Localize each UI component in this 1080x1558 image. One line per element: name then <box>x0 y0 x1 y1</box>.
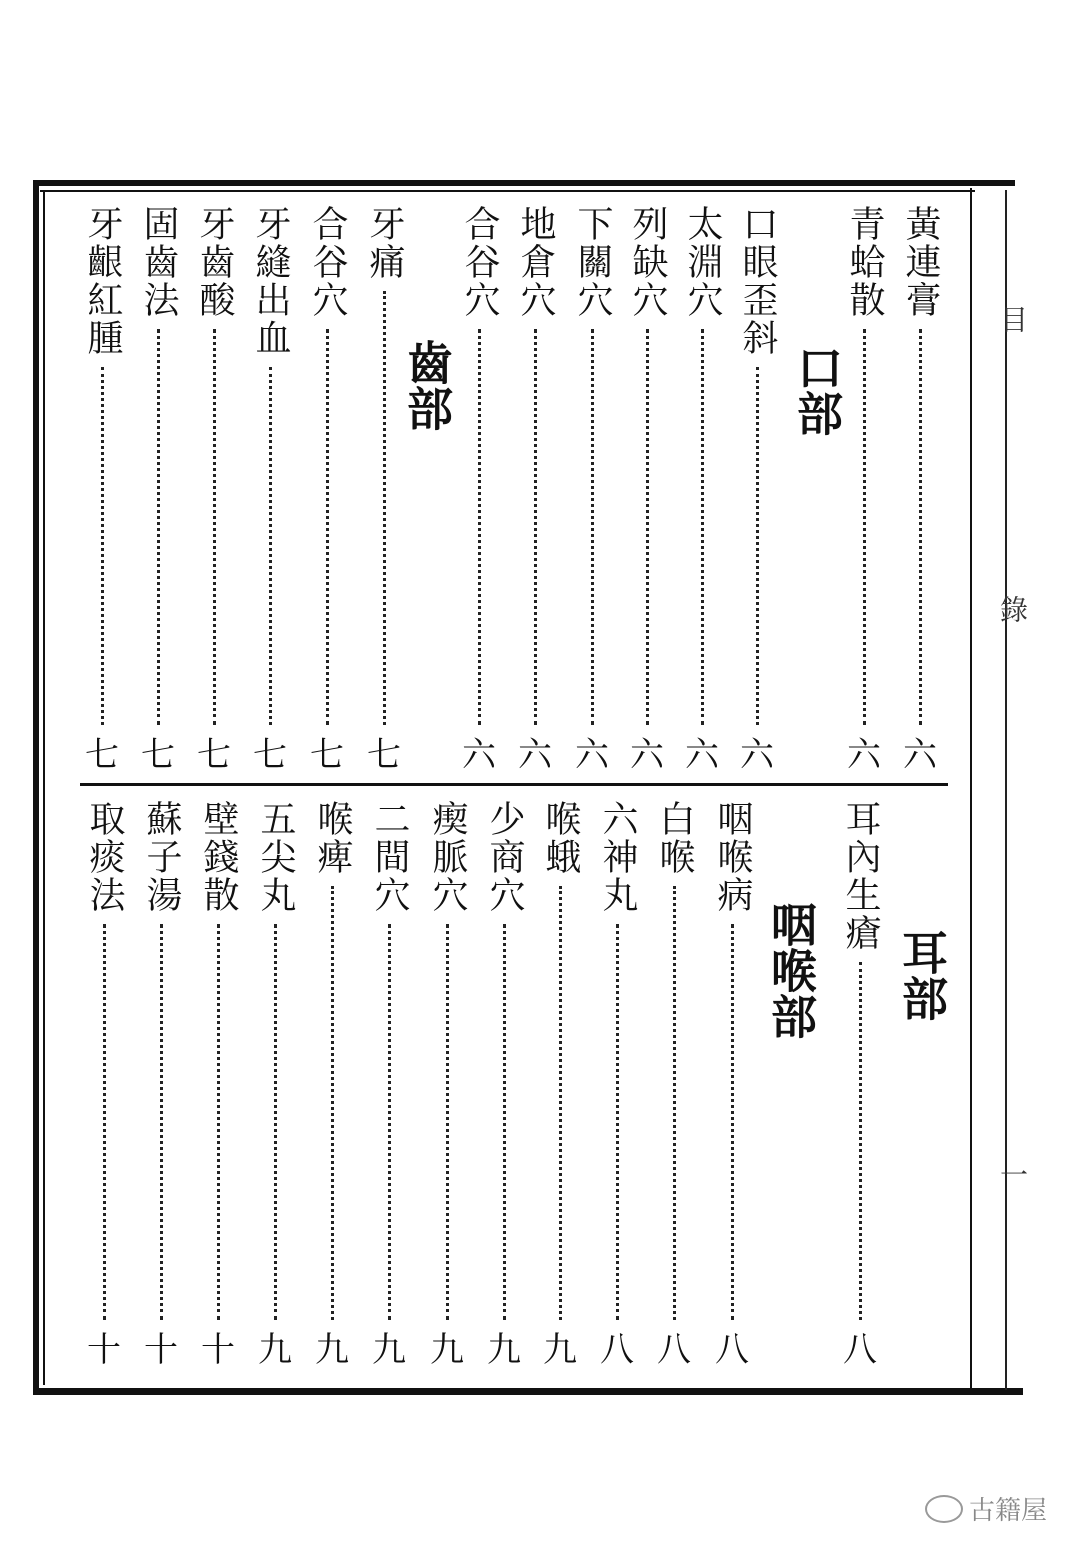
toc-entry <box>710 800 754 1370</box>
entry-title: 牙縫出血 <box>250 205 291 357</box>
entry-title: 白喉 <box>654 800 695 876</box>
entry-title: 壁錢散 <box>198 800 239 914</box>
entry-page: 八 <box>600 1330 634 1370</box>
leader-dots <box>534 329 537 725</box>
leader-dots <box>478 329 481 725</box>
section-heading: 口部 <box>790 344 844 436</box>
entry-page: 七 <box>141 735 175 775</box>
entry-title: 五尖丸 <box>255 800 296 914</box>
toc-entry <box>570 205 614 775</box>
leader-dots <box>859 962 862 1320</box>
toc-entry <box>735 205 779 775</box>
page-margin-rule <box>1005 190 1007 1390</box>
toc-entry <box>305 205 349 775</box>
entry-page: 十 <box>87 1330 121 1370</box>
entry-title: 取痰法 <box>84 800 125 914</box>
leader-dots <box>673 886 676 1320</box>
entry-title: 黃連膏 <box>900 205 941 319</box>
entry-title: 列缺穴 <box>627 205 668 319</box>
toc-entry <box>838 800 882 1370</box>
leader-dots <box>326 329 329 725</box>
entry-title: 少商穴 <box>484 800 525 914</box>
entry-title: 下關穴 <box>572 205 613 319</box>
entry-title: 太淵穴 <box>682 205 723 319</box>
entry-page: 七 <box>197 735 231 775</box>
entry-title: 二間穴 <box>369 800 410 914</box>
leader-dots <box>213 329 216 725</box>
leader-dots <box>101 367 104 725</box>
watermark <box>925 1490 1047 1527</box>
entry-title: 地倉穴 <box>515 205 556 319</box>
entry-page: 六 <box>462 735 496 775</box>
entry-title: 喉蛾 <box>540 800 581 876</box>
entry-page: 八 <box>715 1330 749 1370</box>
toc-entry <box>139 800 183 1370</box>
toc-entry <box>196 800 240 1370</box>
entry-title: 耳內生瘡 <box>840 800 881 952</box>
leader-dots <box>217 924 220 1320</box>
leader-dots <box>559 886 562 1320</box>
section-heading: 齒部 <box>400 339 454 431</box>
toc-entry <box>425 800 469 1370</box>
toc-entry <box>457 205 501 775</box>
toc-entry <box>192 205 236 775</box>
section-heading: 咽喉部 <box>764 901 818 1039</box>
entry-title: 牙痛 <box>364 205 405 281</box>
margin-char: 目 <box>996 305 1029 333</box>
entry-page: 六 <box>630 735 664 775</box>
entry-page: 六 <box>903 735 937 775</box>
entry-page: 六 <box>740 735 774 775</box>
toc-entry <box>842 205 886 775</box>
entry-page: 六 <box>685 735 719 775</box>
entry-page: 七 <box>310 735 344 775</box>
leader-dots <box>616 924 619 1320</box>
toc-entry <box>652 800 696 1370</box>
toc-entry <box>367 800 411 1370</box>
entry-title: 合谷穴 <box>307 205 348 319</box>
leader-dots <box>863 329 866 725</box>
entry-page: 九 <box>487 1330 521 1370</box>
entry-title: 青蛤散 <box>844 205 885 319</box>
entry-title: 蘇子湯 <box>141 800 182 914</box>
toc-entry <box>82 800 126 1370</box>
toc-entry <box>80 205 124 775</box>
leader-dots <box>646 329 649 725</box>
entry-title: 咽喉病 <box>712 800 753 914</box>
toc-entry <box>595 800 639 1370</box>
entry-title: 喉痺 <box>312 800 353 876</box>
leader-dots <box>591 329 594 725</box>
frame-top-inner-border <box>40 190 975 192</box>
entry-title: 牙齒酸 <box>194 205 235 319</box>
leader-dots <box>269 367 272 725</box>
entry-title: 口眼歪斜 <box>737 205 778 357</box>
entry-page: 七 <box>85 735 119 775</box>
leader-dots <box>383 291 386 725</box>
toc-entry <box>482 800 526 1370</box>
toc-entry <box>136 205 180 775</box>
section-divider <box>80 783 948 786</box>
leader-dots <box>388 924 391 1320</box>
toc-entry <box>362 205 406 775</box>
leader-dots <box>701 329 704 725</box>
frame-right-border <box>970 188 972 1388</box>
toc-entry <box>625 205 669 775</box>
frame-left-inner-border <box>43 190 45 1385</box>
entry-page: 九 <box>430 1330 464 1370</box>
wechat-icon <box>925 1495 963 1523</box>
entry-title: 固齒法 <box>138 205 179 319</box>
leader-dots <box>157 329 160 725</box>
leader-dots <box>331 886 334 1320</box>
watermark-text: 古籍屋 <box>969 1496 1048 1526</box>
entry-page: 九 <box>258 1330 292 1370</box>
toc-entry <box>680 205 724 775</box>
leader-dots <box>160 924 163 1320</box>
entry-page: 七 <box>367 735 401 775</box>
toc-entry <box>513 205 557 775</box>
entry-page: 六 <box>575 735 609 775</box>
leader-dots <box>919 329 922 725</box>
leader-dots <box>756 367 759 725</box>
entry-title: 六神丸 <box>597 800 638 914</box>
toc-entry <box>538 800 582 1370</box>
margin-char: 一 <box>996 1160 1029 1188</box>
entry-page: 九 <box>372 1330 406 1370</box>
section-heading: 耳部 <box>895 929 949 1021</box>
margin-char: 錄 <box>996 595 1029 623</box>
leader-dots <box>103 924 106 1320</box>
entry-page: 十 <box>144 1330 178 1370</box>
entry-page: 八 <box>657 1330 691 1370</box>
leader-dots <box>503 924 506 1320</box>
toc-entry <box>248 205 292 775</box>
toc-entry <box>253 800 297 1370</box>
frame-top-border <box>33 180 1015 186</box>
frame-bottom-border <box>33 1388 1023 1395</box>
entry-page: 九 <box>543 1330 577 1370</box>
entry-page: 十 <box>201 1330 235 1370</box>
leader-dots <box>731 924 734 1320</box>
entry-page: 六 <box>847 735 881 775</box>
toc-entry <box>310 800 354 1370</box>
entry-page: 八 <box>843 1330 877 1370</box>
frame-left-border <box>33 180 39 1395</box>
entry-title: 合谷穴 <box>459 205 500 319</box>
entry-page: 七 <box>253 735 287 775</box>
entry-title: 牙齦紅腫 <box>82 205 123 357</box>
toc-entry <box>898 205 942 775</box>
entry-page: 六 <box>518 735 552 775</box>
entry-title: 瘈脈穴 <box>427 800 468 914</box>
leader-dots <box>446 924 449 1320</box>
entry-page: 九 <box>315 1330 349 1370</box>
leader-dots <box>274 924 277 1320</box>
